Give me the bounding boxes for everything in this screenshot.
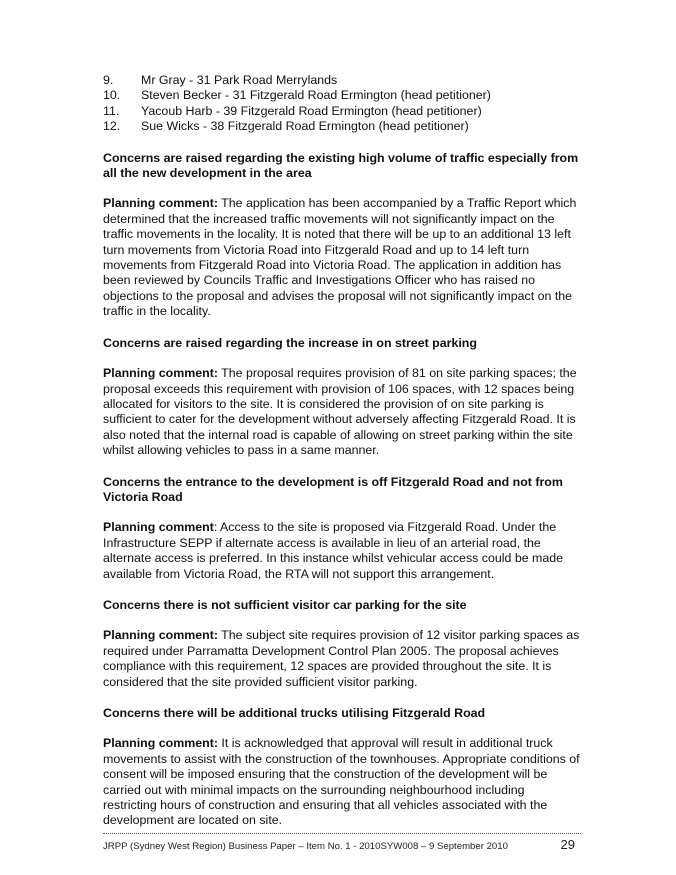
planning-comment-text: The application has been accompanied by a Traffic Report which determined that the increased traffic movements will not significantly impact on the traffic movements in the locality. It is noted that there will be up to an additional 13 left turn movements from Victoria Road into Fitzgerald Road and up to 14 left turn movements from Fitzgerald Road into Victoria Road. The application in addition has been reviewed by Councils Traffic and Investigations Officer who has raised no objections to the proposal and advises the proposal will not significantly impact on the traffic in the locality. bbox=[103, 196, 577, 319]
list-item-text: Mr Gray - 31 Park Road Merrylands bbox=[141, 73, 338, 87]
planning-comment-label: Planning comment: bbox=[103, 366, 218, 381]
planning-comment bbox=[103, 196, 581, 319]
planning-comment-label: Planning comment: bbox=[103, 628, 218, 643]
list-item-number: 11. bbox=[103, 103, 120, 118]
planning-comment-text: It is acknowledged that approval will result in additional truck movements to assist with the construction of the townhouses. Appropriate conditions of consent will be imposed ensuring that the construction of the development will be carried out with minimal impacts on the surrounding neighbourhood including restricting hours of construction and ensuring that all vehicles associated with the development are located on site. bbox=[103, 736, 580, 828]
list-item-text: Sue Wicks - 38 Fitzgerald Road Ermington (head petitioner) bbox=[141, 119, 469, 134]
concern-section-entrance bbox=[103, 475, 581, 582]
list-item bbox=[103, 104, 581, 119]
concern-section-trucks bbox=[103, 706, 581, 829]
list-item-number: 12. bbox=[103, 119, 121, 134]
planning-comment bbox=[103, 736, 581, 828]
planning-comment-text: : Access to the site is proposed via Fitzgerald Road. Under the Infrastructure SEPP if alternate access is available in lieu of an arterial road, the alternate access is preferred. In this instance whilst vehicular access could be made available from Victoria Road, the RTA will not support this arrangement. bbox=[103, 520, 564, 581]
list-item bbox=[103, 73, 581, 88]
document-body bbox=[103, 73, 581, 829]
planning-comment-label: Planning comment: bbox=[103, 736, 218, 751]
concern-heading: Concerns the entrance to the development is off Fitzgerald Road and not from Victoria Road bbox=[103, 474, 563, 504]
list-item-text: Steven Becker - 31 Fitzgerald Road Ermington (head petitioner) bbox=[141, 88, 491, 103]
list-item-text: Yacoub Harb - 39 Fitzgerald Road Ermington (head petitioner) bbox=[141, 103, 482, 118]
planning-comment bbox=[103, 628, 581, 690]
footer-text: JRPP (Sydney West Region) Business Paper – Item No. 1 - 2010SYW008 – 9 September 2010 bbox=[103, 841, 508, 852]
list-item-number: 10. bbox=[103, 88, 121, 103]
planning-comment-text: The proposal requires provision of 81 on site parking spaces; the proposal exceeds this requirement with provision of 106 spaces, with 12 spaces being allocated for visitors to the site. It is considered the provision of on site parking is sufficient to cater for the development without adversely affecting Fitzgerald Road. It is also noted that the internal road is capable of allowing on street parking within the site whilst allowing vehicles to pass in a same manner. bbox=[103, 366, 577, 458]
concern-heading: Concerns there is not sufficient visitor car parking for the site bbox=[103, 597, 467, 612]
concern-heading: Concerns are raised regarding the existing high volume of traffic especially from all the new development in the area bbox=[103, 150, 579, 181]
concern-section-street-parking bbox=[103, 336, 581, 459]
petitioner-list bbox=[103, 73, 581, 135]
concern-heading: Concerns there will be additional trucks utilising Fitzgerald Road bbox=[103, 706, 486, 720]
concern-heading: Concerns are raised regarding the increase in on street parking bbox=[103, 335, 477, 350]
planning-comment bbox=[103, 366, 581, 458]
page-number: 29 bbox=[560, 837, 575, 852]
list-item-number: 9. bbox=[103, 73, 114, 87]
planning-comment-label: Planning comment: bbox=[103, 196, 218, 211]
planning-comment bbox=[103, 520, 581, 582]
planning-comment-text: The subject site requires provision of 12 visitor parking spaces as required under Parramatta Development Control Plan 2005. The proposal achieves compliance with this requirement, 12 spaces are provided throughout the site. It is considered that the site provided sufficient visitor parking. bbox=[103, 628, 580, 689]
planning-comment-label: Planning comment bbox=[103, 520, 214, 535]
concern-section-visitor-parking bbox=[103, 598, 581, 690]
list-item bbox=[103, 88, 581, 103]
list-item bbox=[103, 119, 581, 134]
concern-section-traffic-volume bbox=[103, 151, 581, 320]
page-footer bbox=[103, 833, 581, 853]
